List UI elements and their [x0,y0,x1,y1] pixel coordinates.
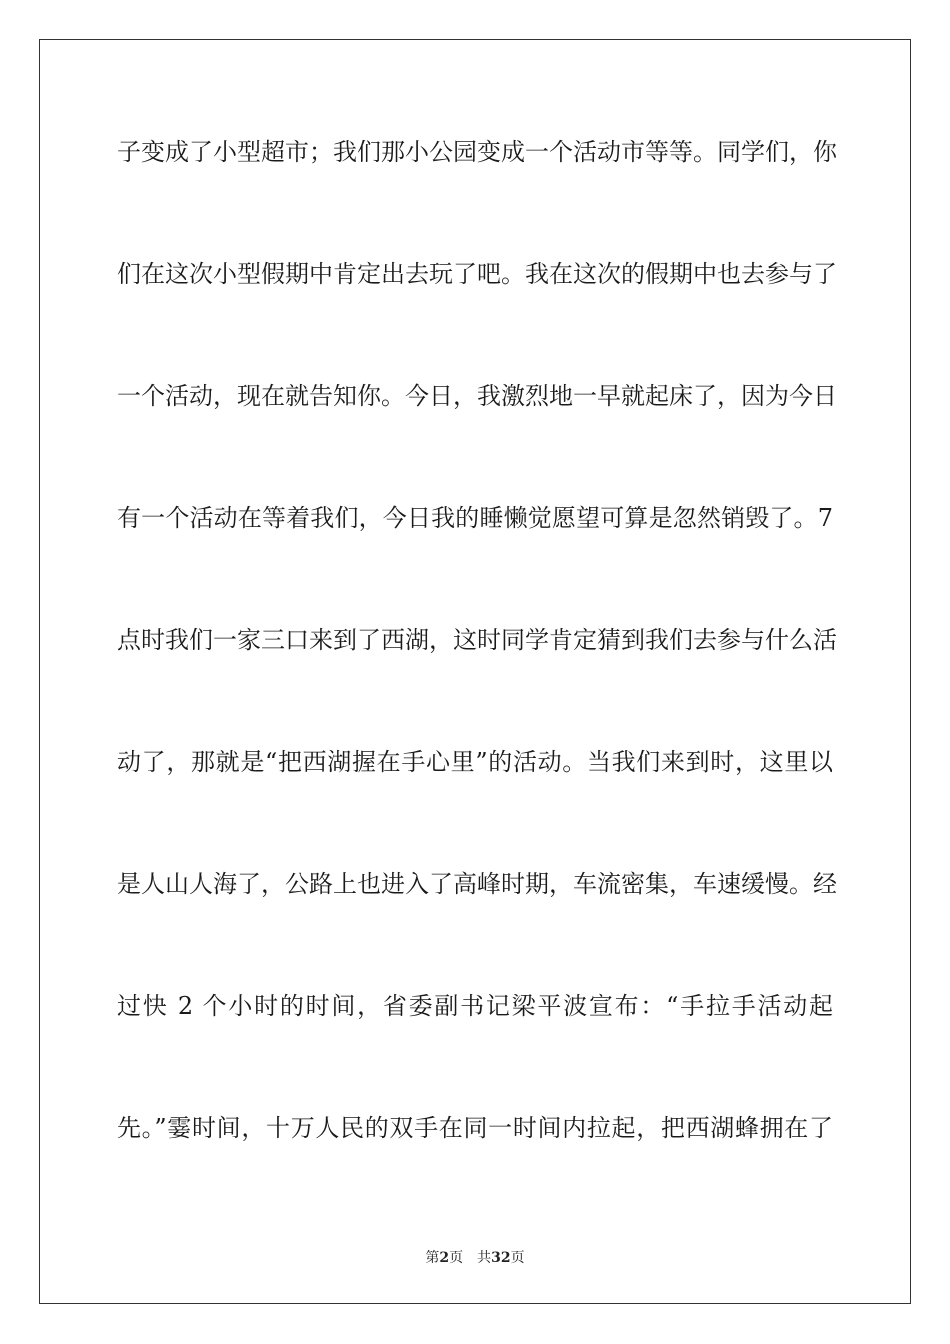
text-line: 点时我们一家三口来到了西湖，这时同学肯定猜到我们去参与什么活 [117,626,837,654]
text-line: 过快 2 个小时的时间，省委副书记梁平波宣布：“手拉手活动起 [117,992,833,1020]
text-line: 先。”霎时间，十万人民的双手在同一时间内拉起，把西湖蜂拥在了 [117,1114,833,1142]
total-pages: 32 [491,1250,511,1266]
text-line: 是人山人海了，公路上也进入了高峰时期，车流密集，车速缓慢。经 [117,870,837,898]
text-line: 子变成了小型超市；我们那小公园变成一个活动市等等。同学们，你 [117,138,837,166]
total-prefix: 共 [477,1250,492,1266]
text-line: 一个活动，现在就告知你。今日，我激烈地一早就起床了，因为今日 [117,382,837,410]
text-line: 有一个活动在等着我们，今日我的睡懒觉愿望可算是忽然销毁了。7 [117,504,833,532]
page-footer [0,1248,950,1268]
page-prefix: 第 [425,1250,440,1266]
total-suffix: 页 [510,1250,525,1266]
page-suffix: 页 [449,1250,464,1266]
text-line: 动了，那就是“把西湖握在手心里”的活动。当我们来到时，这里以 [117,748,833,776]
page-number: 2 [439,1250,450,1266]
text-line: 们在这次小型假期中肯定出去玩了吧。我在这次的假期中也去参与了 [117,260,837,288]
